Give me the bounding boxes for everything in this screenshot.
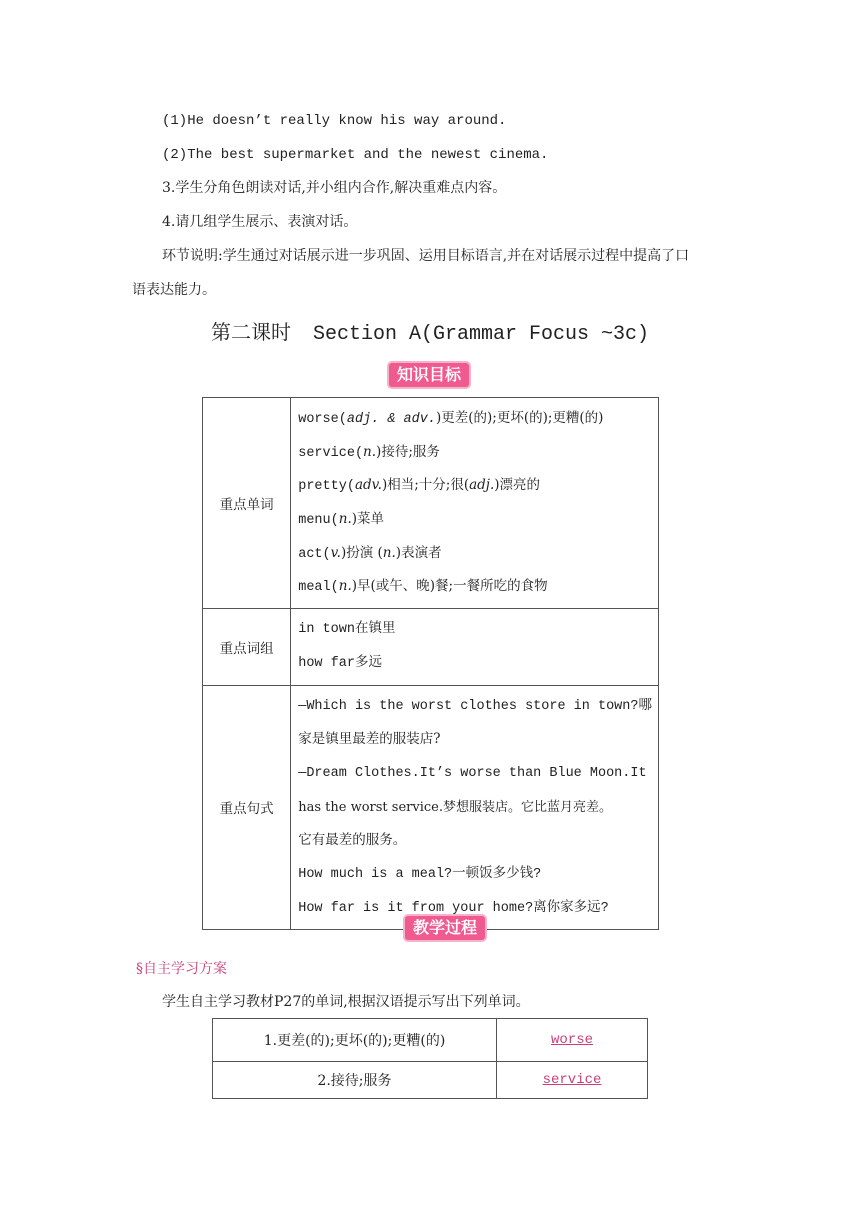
lesson-title-en: Section A(Grammar Focus ~3c): [312, 323, 650, 346]
row-content: [291, 685, 659, 930]
table-row: [203, 685, 659, 930]
word-prompt: 2.接待;服务: [213, 1062, 497, 1099]
paragraph-3: 3.学生分角色朗读对话,并小组内合作,解决重难点内容。: [162, 180, 507, 196]
content-line: How much is a meal?一顿饭多少钱?: [298, 866, 542, 882]
row-label: 重点单词: [203, 398, 291, 609]
paragraph-4: 4.请几组学生展示、表演对话。: [162, 214, 358, 230]
word-prompt: 1.更差(的);更坏(的);更糟(的): [213, 1019, 497, 1062]
word-answer: service: [497, 1062, 648, 1099]
content-line: 它有最差的服务。: [298, 832, 407, 849]
content-line: meal(n.)早(或午、晚)餐;一餐所吃的食物: [298, 578, 548, 596]
knowledge-table: [202, 397, 659, 930]
content-line: pretty(adv.)相当;十分;很(adj.)漂亮的: [298, 477, 541, 495]
paragraph-2: (2)The best supermarket and the newest cinema.: [162, 147, 549, 163]
word-table: [212, 1018, 648, 1099]
content-line: service(n.)接待;服务: [298, 443, 440, 461]
content-line: act(v.)扮演 (n.)表演者: [298, 544, 442, 562]
table-row: [213, 1062, 648, 1099]
lesson-title: [0, 316, 860, 346]
paragraph-5-line-2: 语表达能力。: [132, 282, 216, 298]
table-row: [203, 398, 659, 609]
paragraph-1: (1)He doesn’t really know his way around.: [162, 113, 507, 129]
lesson-title-cn: 第二课时: [210, 320, 291, 344]
row-label: 重点句式: [203, 685, 291, 930]
content-line: 家是镇里最差的服装店?: [298, 731, 441, 748]
content-line: how far多远: [298, 655, 382, 671]
knowledge-goals-badge: 知识目标: [389, 363, 469, 387]
row-label: 重点词组: [203, 609, 291, 685]
table-row: [203, 609, 659, 685]
table-row: [213, 1019, 648, 1062]
content-line: worse(adj. & adv.)更差(的);更坏(的);更糟(的): [298, 410, 604, 427]
content-line: in town在镇里: [298, 622, 396, 638]
row-content: [291, 609, 659, 685]
paragraph-5-line-1: 环节说明:学生通过对话展示进一步巩固、运用目标语言,并在对话展示过程中提高了口: [162, 248, 690, 264]
teaching-process-badge: 教学过程: [405, 916, 485, 940]
self-study-instruction: 学生自主学习教材P27的单词,根据汉语提示写出下列单词。: [162, 994, 530, 1010]
content-line: —Dream Clothes.It’s worse than Blue Moon.It: [298, 765, 647, 781]
self-study-heading: §自主学习方案: [136, 961, 227, 977]
content-line: How far is it from your home?离你家多远?: [298, 900, 609, 916]
content-line: has the worst service.梦想服装店。它比蓝月亮差。: [298, 799, 612, 815]
word-answer: worse: [497, 1019, 648, 1062]
row-content: [291, 398, 659, 609]
content-line: menu(n.)菜单: [298, 511, 385, 529]
content-line: —Which is the worst clothes store in town?哪: [298, 698, 652, 714]
